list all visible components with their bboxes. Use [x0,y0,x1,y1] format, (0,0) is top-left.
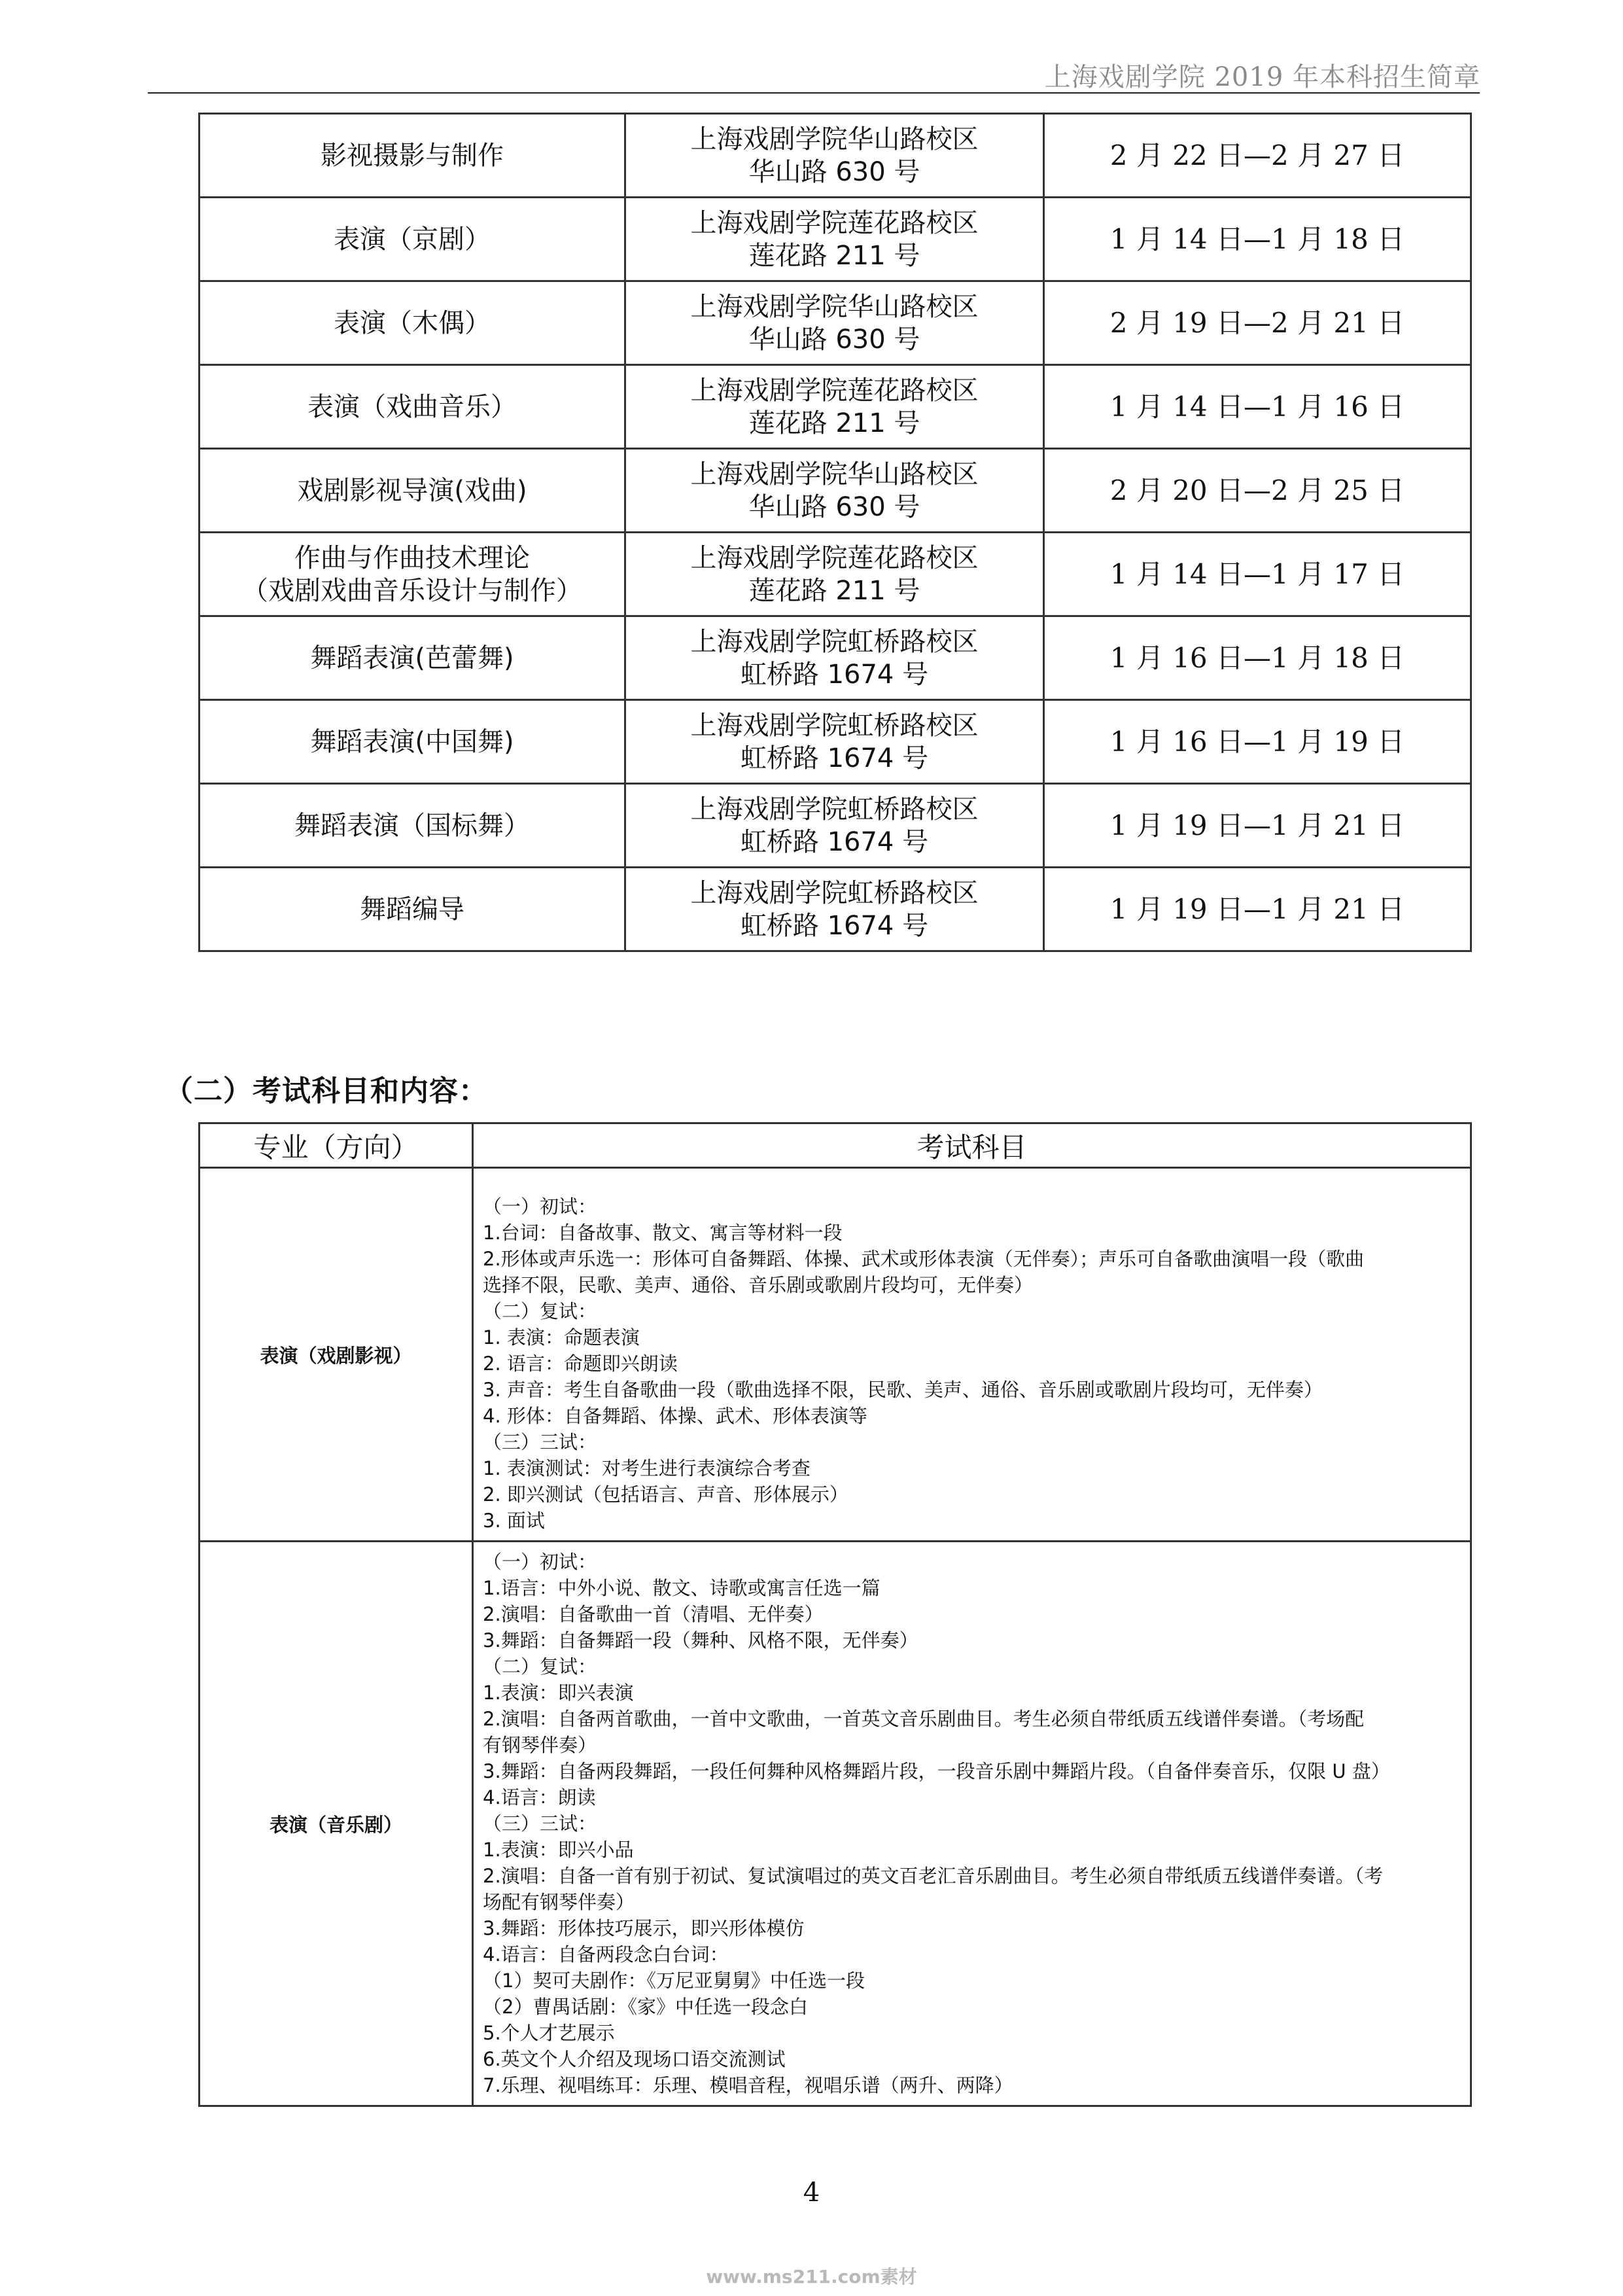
exam-content-line: 5.个人才艺展示 [483,2022,615,2044]
table-row [200,533,1471,616]
major-name: （戏剧戏曲音乐设计与制作） [242,575,582,606]
location-line: 华山路 630 号 [748,156,920,187]
exam-subjects-table [198,1122,1472,2107]
exam-content-line: 6.英文个人介绍及现场口语交流测试 [483,2048,786,2070]
major-name: 影视摄影与制作 [321,140,504,171]
major-cell [200,533,625,616]
exam-content-line: 3. 面试 [483,1510,545,1532]
table-header-row [200,1123,1471,1168]
location-cell [625,365,1044,449]
location-cell [625,868,1044,951]
location-line: 虹桥路 1674 号 [740,659,929,690]
location-line: 华山路 630 号 [748,324,920,355]
exam-dates: 1 月 19 日—1 月 21 日 [1044,784,1471,868]
location-cell [625,784,1044,868]
exam-content-line: 2.形体或声乐选一：形体可自备舞蹈、体操、武术或形体表演（无伴奏）；声乐可自备歌曲演唱一段（歌曲 [483,1248,1365,1270]
exam-content-line: 2. 即兴测试（包括语言、声音、形体展示） [483,1483,848,1506]
exam-dates: 2 月 22 日—2 月 27 日 [1044,114,1471,198]
exam-dates: 1 月 16 日—1 月 19 日 [1044,700,1471,784]
location-cell [625,198,1044,281]
location-line: 上海戏剧学院虹桥路校区 [690,626,979,657]
exam-content-line: 7.乐理、视唱练耳：乐理、模唱音程，视唱乐谱（两升、两降） [483,2074,1013,2096]
major-cell [200,198,625,281]
exam-content-line: 3.舞蹈：形体技巧展示，即兴形体模仿 [483,1917,805,1939]
table-row [200,1542,1471,2106]
location-line: 虹桥路 1674 号 [740,826,929,857]
location-cell [625,700,1044,784]
exam-content-line: 1.语言：中外小说、散文、诗歌或寓言任选一篇 [483,1577,881,1599]
major-cell: 表演（戏剧影视） [200,1168,473,1542]
major-name: 戏剧影视导演(戏曲) [297,475,527,506]
exam-content-line: （二）复试： [483,1655,597,1678]
exam-dates: 2 月 20 日—2 月 25 日 [1044,449,1471,533]
exam-content-line: （二）复试： [483,1300,597,1322]
exam-content-line: （1）契可夫剧作：《万尼亚舅舅》中任选一段 [483,1969,865,1992]
location-line: 虹桥路 1674 号 [740,743,929,773]
table-row [200,616,1471,700]
major-name: 舞蹈表演（国标舞） [294,810,530,841]
location-line: 上海戏剧学院莲花路校区 [690,542,979,573]
location-line: 上海戏剧学院虹桥路校区 [690,877,979,908]
major-cell [200,784,625,868]
exam-content-line: 1.台词：自备故事、散文、寓言等材料一段 [483,1222,843,1244]
location-line: 莲花路 211 号 [748,408,920,438]
watermark: www.ms211.com素材 [706,2266,917,2287]
header-divider [148,92,1480,94]
exam-content-line: 1. 表演测试：对考生进行表演综合考查 [483,1457,811,1479]
major-cell [200,449,625,533]
location-cell [625,533,1044,616]
table-row [200,449,1471,533]
exam-content-line: 2.演唱：自备两首歌曲，一首中文歌曲，一首英文音乐剧曲目。考生必须自带纸质五线谱伴奏谱。（考场配 [483,1708,1365,1730]
exam-content-line: （一）初试： [483,1195,597,1218]
major-name: 表演（京剧） [334,224,491,255]
exam-dates: 1 月 19 日—1 月 21 日 [1044,868,1471,951]
exam-content-line: （三）三试： [483,1812,597,1835]
major-name: 舞蹈表演(芭蕾舞) [310,643,514,673]
exam-dates: 1 月 14 日—1 月 18 日 [1044,198,1471,281]
location-line: 华山路 630 号 [748,491,920,522]
major-name: 舞蹈表演(中国舞) [310,726,514,757]
major-cell: 表演（音乐剧） [200,1542,473,2106]
table-row [200,700,1471,784]
column-header-subjects: 考试科目 [473,1123,1471,1168]
exam-content-line: 有钢琴伴奏） [483,1734,597,1756]
location-cell [625,449,1044,533]
location-line: 莲花路 211 号 [748,240,920,271]
exam-content-line: 1. 表演：命题表演 [483,1326,640,1349]
location-cell [625,114,1044,198]
exam-dates: 1 月 16 日—1 月 18 日 [1044,616,1471,700]
exam-content-cell [473,1168,1471,1542]
table-row [200,868,1471,951]
exam-content-line: 场配有钢琴伴奏） [483,1891,635,1913]
location-line: 虹桥路 1674 号 [740,910,929,941]
exam-content-line: 1.表演：即兴小品 [483,1839,634,1861]
table-row [200,281,1471,365]
location-line: 上海戏剧学院虹桥路校区 [690,794,979,824]
exam-content-line: 3.舞蹈：自备舞蹈一段（舞种、风格不限，无伴奏） [483,1629,918,1651]
major-cell [200,114,625,198]
major-name: 表演（戏曲音乐） [307,391,517,422]
table-row [200,1168,1471,1542]
exam-content-line: 2.演唱：自备一首有别于初试、复试演唱过的英文百老汇音乐剧曲目。考生必须自带纸质五线谱伴奏谱。（考 [483,1865,1384,1887]
table-row [200,114,1471,198]
section-heading: （二）考试科目和内容： [164,1074,488,1108]
exam-schedule-table [198,113,1472,952]
major-cell [200,616,625,700]
location-line: 上海戏剧学院华山路校区 [690,124,979,154]
location-line: 莲花路 211 号 [748,575,920,606]
major-cell [200,700,625,784]
major-name: 舞蹈编导 [360,894,464,925]
major-cell [200,365,625,449]
table-row [200,784,1471,868]
exam-content-cell [473,1542,1471,2106]
exam-content-line: 4.语言：朗读 [483,1786,596,1809]
location-cell [625,616,1044,700]
location-line: 上海戏剧学院华山路校区 [690,291,979,322]
table-row [200,198,1471,281]
exam-content-line: 4. 形体：自备舞蹈、体操、武术、形体表演等 [483,1405,867,1427]
exam-content-line: 3. 声音：考生自备歌曲一段（歌曲选择不限，民歌、美声、通俗、音乐剧或歌剧片段均可，无伴奏） [483,1379,1323,1401]
column-header-major: 专业（方向） [200,1123,473,1168]
major-cell [200,868,625,951]
location-line: 上海戏剧学院莲花路校区 [690,375,979,406]
location-line: 上海戏剧学院莲花路校区 [690,207,979,238]
table-row [200,365,1471,449]
exam-content-line: （一）初试： [483,1551,597,1573]
location-cell [625,281,1044,365]
location-line: 上海戏剧学院华山路校区 [690,459,979,489]
exam-dates: 1 月 14 日—1 月 16 日 [1044,365,1471,449]
exam-content-line: 4.语言：自备两段念白台词： [483,1943,729,1966]
location-line: 上海戏剧学院虹桥路校区 [690,710,979,741]
exam-content-line: （2）曹禺话剧：《家》中任选一段念白 [483,1996,808,2018]
exam-content-line: 2. 语言：命题即兴朗读 [483,1352,678,1375]
page-number: 4 [803,2178,820,2208]
exam-dates: 2 月 19 日—2 月 21 日 [1044,281,1471,365]
exam-content-line: 3.舞蹈：自备两段舞蹈，一段任何舞种风格舞蹈片段，一段音乐剧中舞蹈片段。（自备伴奏音乐，仅限 U 盘） [483,1760,1390,1782]
exam-content-line: （三）三试： [483,1431,597,1453]
exam-content-line: 选择不限，民歌、美声、通俗、音乐剧或歌剧片段均可，无伴奏） [483,1274,1034,1296]
major-name: 表演（木偶） [334,308,491,338]
exam-dates: 1 月 14 日—1 月 17 日 [1044,533,1471,616]
document-header-title: 上海戏剧学院 2019 年本科招生简章 [1044,62,1480,92]
exam-content-line: 1.表演：即兴表演 [483,1682,634,1704]
major-cell [200,281,625,365]
exam-content-line: 2.演唱：自备歌曲一首（清唱、无伴奏） [483,1603,824,1625]
major-name: 作曲与作曲技术理论 [294,542,530,573]
